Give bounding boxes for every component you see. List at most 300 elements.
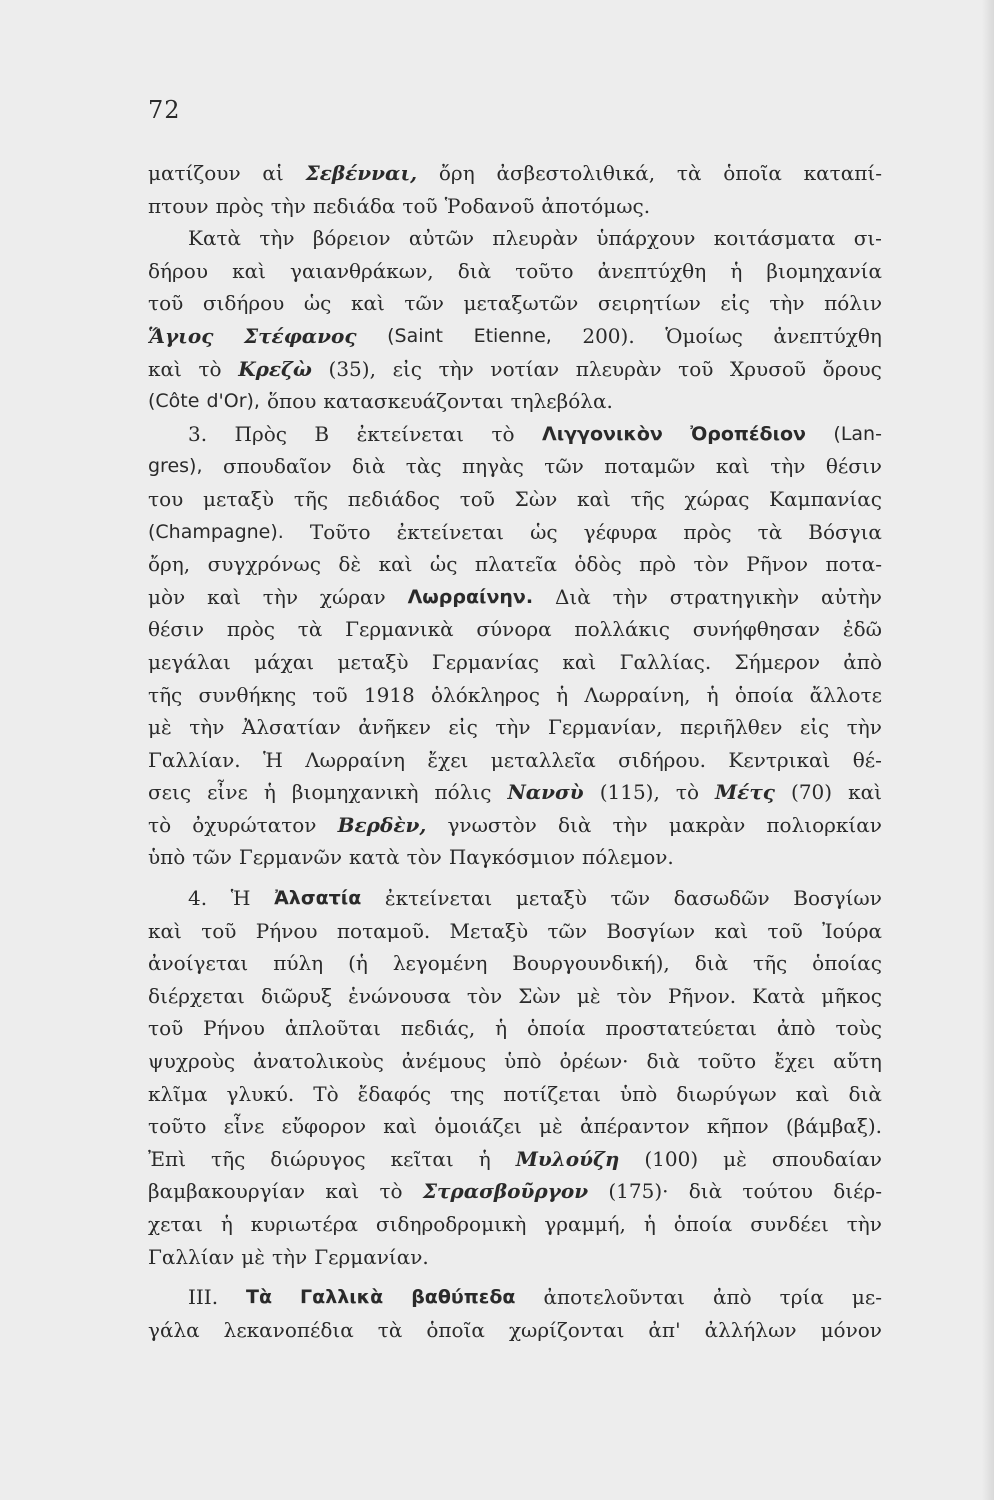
word: Τὸ — [313, 1081, 339, 1106]
word: Ὁμοίως — [665, 323, 743, 348]
word: Βόσγια — [808, 519, 882, 544]
word: ἐκτείνεται — [384, 886, 493, 911]
word: τούτου — [742, 1179, 813, 1204]
word: τοῦ — [678, 356, 714, 381]
word: (100) — [644, 1146, 699, 1171]
word: πλευρὰν — [575, 356, 662, 381]
text-line — [148, 841, 882, 874]
word: ἔχει — [427, 747, 469, 772]
word: ἑνώνουσα — [348, 983, 451, 1008]
word: Σεβένναι, — [305, 161, 418, 185]
word: Μεταξὺ — [449, 918, 529, 943]
text-line — [148, 1110, 882, 1143]
text-line — [148, 516, 882, 549]
word: καὶ — [325, 1179, 360, 1204]
word: ματίζουν — [148, 161, 241, 185]
word: σπουδαῖον — [222, 454, 332, 479]
word: Γαλλικὰ — [300, 1286, 384, 1309]
word: Πρὸς — [234, 421, 287, 446]
word: ἐκτείνεται — [356, 421, 464, 446]
word: ὡς — [530, 519, 558, 544]
word: περιῆλθεν — [680, 715, 783, 740]
word: ἀνοίγεται — [148, 951, 249, 976]
word: τῆς — [148, 682, 183, 707]
text-line — [148, 744, 882, 777]
word: πόλεμον. — [581, 845, 674, 870]
word: Ἀλσατίαν — [241, 715, 341, 740]
word: ἀνῆκεν — [358, 715, 431, 740]
word: Λωρραίνην. — [407, 585, 534, 608]
word: πεδιάδος — [347, 486, 440, 511]
word: (175)· — [608, 1179, 669, 1204]
word: θέσιν — [148, 617, 205, 642]
word: καὶ — [148, 918, 182, 943]
word: εἰς — [720, 291, 750, 316]
word: ὡς — [303, 291, 332, 316]
word: (35), — [328, 356, 376, 381]
word: (Côte — [148, 390, 200, 413]
word: μῆκος — [821, 983, 882, 1008]
word: τῆς — [753, 951, 788, 976]
word: Γερμανικὰ — [345, 617, 454, 642]
word: γάλα — [148, 1317, 200, 1342]
word: μεταξὺ — [202, 486, 275, 511]
text-line — [148, 776, 882, 809]
text-line — [148, 1078, 882, 1111]
word: αὕτη — [833, 1049, 882, 1074]
word: τὴν — [846, 1212, 882, 1236]
word: τὸν — [406, 845, 442, 870]
word: καὶ — [232, 258, 266, 283]
word: διωρύγων — [676, 1081, 777, 1106]
word: κατασκευάζονται — [323, 389, 504, 414]
word: τοῦτο — [697, 1049, 757, 1074]
word: τῆς — [211, 1146, 246, 1171]
text-line — [148, 548, 882, 581]
word: σιδήρου — [202, 291, 285, 316]
word: Β — [314, 421, 330, 446]
word: βόρειον — [312, 226, 391, 251]
word: τῶν — [544, 454, 584, 479]
word: τρία — [779, 1285, 824, 1310]
word: Ἅγιος — [148, 323, 214, 348]
word: τῆς — [630, 486, 665, 511]
text-line — [148, 1045, 882, 1078]
word: λεγομένη — [392, 951, 488, 976]
word: πρὸς — [683, 519, 732, 544]
word: χώρας — [684, 486, 750, 511]
word: μὲ — [148, 715, 172, 740]
word: ἡ — [263, 780, 276, 805]
word: Ρῆνον — [746, 552, 809, 577]
word: Παγκόσμιον — [448, 845, 575, 870]
word: (Lan- — [833, 422, 882, 445]
word: 200). — [582, 323, 635, 348]
word: Γερμανῶν — [238, 845, 342, 870]
word: νοτίαν — [490, 356, 560, 381]
word: Καμπανίας — [769, 486, 882, 511]
word: τὴν — [612, 584, 648, 609]
word: ἔχει — [774, 1049, 816, 1074]
word: δήρου — [148, 258, 208, 283]
word: καὶ — [148, 356, 182, 381]
text-line — [148, 255, 882, 288]
word: διὰ — [694, 951, 729, 976]
text-line — [148, 190, 882, 223]
word: Ὀροπέδιον — [690, 422, 806, 445]
word: συγχρόνως — [207, 552, 321, 577]
word: εὔφορον — [281, 1114, 367, 1139]
word: ὁποίας — [812, 951, 882, 976]
word: θέσιν — [825, 454, 882, 479]
word: συνδέει — [750, 1212, 829, 1236]
word: τὸν — [466, 983, 503, 1008]
word: τὰ — [757, 519, 783, 544]
text-line — [148, 1012, 882, 1045]
word: κοιτάσματα — [713, 226, 836, 251]
word: γέφυρα — [583, 519, 658, 544]
word: τοῦ — [148, 1016, 184, 1041]
word: Μυλούζη — [515, 1146, 620, 1171]
word: τὴν — [846, 715, 882, 740]
word: καὶ — [383, 1114, 418, 1139]
word: ὁποία — [734, 682, 794, 707]
text-line — [148, 483, 882, 516]
word: πηγὰς — [462, 454, 524, 479]
word: χώραν — [319, 584, 386, 609]
text-line — [148, 679, 882, 712]
word: ἀπὸ — [712, 1285, 752, 1310]
word: πλατεῖα — [474, 552, 557, 577]
word: Βουργουνδική), — [512, 951, 670, 976]
word: πεδιάδα — [312, 193, 396, 218]
word: gres), — [148, 455, 203, 478]
word: σι- — [853, 226, 882, 251]
word: σπουδαίαν — [771, 1146, 882, 1171]
word: Ἀλσατία — [274, 887, 362, 910]
word: ὁλόκληρος — [430, 682, 540, 707]
word: ὑπάρχουν — [596, 226, 696, 251]
word: τὴν — [769, 291, 805, 316]
text-line — [148, 947, 882, 980]
word: ἀποτελοῦνται — [543, 1285, 685, 1310]
word: ἡ — [643, 1212, 656, 1236]
word: d'Or), — [206, 390, 260, 413]
word: τὰ — [297, 617, 323, 642]
word: τὴν — [259, 226, 295, 251]
word: ὀχυρώτατον — [192, 812, 317, 837]
word: εἰς — [799, 715, 830, 740]
word: ὁμοιάζει — [434, 1114, 522, 1139]
word: Στρασβοῦργον — [422, 1179, 589, 1204]
word: ἀπέραντον — [579, 1114, 690, 1139]
word: καὶ — [795, 1081, 830, 1106]
word: γνωστὸν — [447, 812, 537, 837]
word: ἐδῶ — [842, 617, 882, 642]
word: Λωρραίνη, — [584, 682, 691, 707]
word: τὴν — [189, 715, 225, 740]
word: εἶνε — [207, 780, 248, 805]
word: τὸ — [198, 356, 222, 381]
word: τοῦ — [402, 193, 438, 218]
text-line — [148, 450, 882, 483]
word: Ρήνου — [255, 918, 318, 943]
word: πρὸ — [639, 552, 677, 577]
word: ὄρους — [822, 356, 882, 381]
word: Γερμανίας — [431, 649, 540, 674]
word: Κεντρικαὶ — [728, 747, 831, 772]
word: βαθύπεδα — [411, 1286, 516, 1309]
word: του — [148, 486, 184, 511]
word: της — [450, 1081, 485, 1106]
word: ἀσβεστολιθικά, — [496, 161, 656, 185]
word: μάχαι — [254, 649, 315, 674]
word: διὰ — [688, 1179, 723, 1204]
word: 3. — [188, 421, 208, 446]
word: κῆπον — [706, 1114, 769, 1139]
word: τὸ — [148, 812, 172, 837]
word: τῆς — [293, 486, 329, 511]
word: μὲ — [241, 1244, 265, 1269]
word: Τὰ — [246, 1286, 273, 1309]
word: Ἰούρα — [822, 918, 882, 943]
word: χεται — [148, 1212, 203, 1236]
word: καὶ — [577, 486, 611, 511]
word: ἡ — [706, 682, 719, 707]
word: πόλις — [434, 780, 492, 805]
word: ὅπου — [266, 389, 317, 414]
word: κυριωτέρα — [250, 1212, 358, 1236]
word: τηλεβόλα. — [510, 389, 613, 414]
word: τῶν — [192, 845, 232, 870]
word: τὰ — [676, 161, 702, 185]
word: καὶ — [350, 291, 385, 316]
word: τὴν — [612, 812, 648, 837]
word: καὶ — [562, 649, 597, 674]
word: στρατηγικὴν — [669, 584, 800, 609]
text-line — [148, 1175, 882, 1208]
word: Ρῆνον. — [667, 983, 737, 1008]
word: πλευρὰν — [492, 226, 579, 251]
word: Νανσὺ — [507, 780, 584, 805]
word: πτουν — [148, 193, 209, 218]
word: ἀπὸ — [776, 1016, 816, 1041]
word: ὁποία — [526, 1016, 586, 1041]
word: χωρίζονται — [508, 1317, 625, 1342]
word: ὁποία — [673, 1212, 733, 1236]
word: (βάμβαξ). — [785, 1114, 882, 1139]
word: βιομηχανικὴ — [291, 780, 419, 805]
word: λεκανοπέδια — [223, 1317, 354, 1342]
word: τοῦτο — [148, 1114, 207, 1139]
word: πρὸς — [226, 617, 275, 642]
word: Βοσγίων — [606, 918, 695, 943]
word: Στέφανος — [243, 323, 357, 348]
word: Κατὰ — [752, 983, 806, 1008]
word: τὴν — [770, 454, 806, 479]
word: πολλάκις — [574, 617, 671, 642]
text-line — [148, 1281, 882, 1314]
word: αἱ — [262, 161, 284, 185]
word: ψυχροὺς — [148, 1049, 236, 1074]
word: κατὰ — [349, 845, 400, 870]
word: ἡ — [556, 682, 569, 707]
word: συνθήκης — [198, 682, 297, 707]
word: διέρ- — [833, 1179, 882, 1204]
word: Γαλλίαν. — [148, 747, 241, 772]
text-line — [148, 1241, 882, 1274]
word: τὰς — [405, 454, 442, 479]
text-line — [148, 287, 882, 320]
word: ὄρη — [438, 161, 475, 185]
word: τὴν — [495, 715, 531, 740]
word: ἄλλοτε — [809, 682, 882, 707]
word: Γαλλίαν — [148, 1244, 235, 1269]
text-line — [148, 157, 882, 190]
word: κεῖται — [390, 1146, 454, 1171]
word: μόνον — [820, 1317, 882, 1342]
word: με- — [851, 1285, 882, 1310]
word: Σὼν — [514, 486, 558, 511]
text-line — [148, 1208, 882, 1241]
word: γαιανθράκων, — [290, 258, 434, 283]
word: τὴν — [270, 193, 306, 218]
text-line — [148, 711, 882, 744]
word: τοῦτο — [515, 258, 574, 283]
word: 4. — [188, 886, 208, 911]
word: ὁποῖα — [426, 1317, 485, 1342]
word: μὲ — [576, 983, 601, 1008]
word: πρὸς — [215, 193, 264, 218]
text-line — [148, 1143, 882, 1176]
text-line — [148, 320, 882, 353]
word: ἀνεπτύχθη — [597, 258, 707, 283]
word: (Saint — [387, 324, 444, 347]
word: (Champagne). — [148, 520, 284, 543]
word: σιδήρου. — [618, 747, 706, 772]
text-line — [148, 613, 882, 646]
word: καταπί- — [803, 161, 882, 185]
word: δὲ — [338, 552, 362, 577]
page-edge-shadow — [982, 0, 994, 1500]
word: ἡ — [220, 1212, 233, 1236]
word: διῶρυξ — [260, 983, 333, 1008]
word: Διὰ — [554, 584, 591, 609]
word: ἀπὸ — [843, 649, 882, 674]
word: διὰ — [646, 1049, 680, 1074]
word: πόλιν — [824, 291, 882, 316]
word: καὶ — [378, 552, 413, 577]
word: θέ- — [852, 747, 882, 772]
word: δασωδῶν — [673, 886, 770, 911]
word: Χρυσοῦ — [730, 356, 807, 381]
word: Γερμανίαν. — [314, 1244, 429, 1269]
word: Ρήνου — [203, 1016, 265, 1041]
word: πύλη — [273, 951, 324, 976]
word: ποταμοῦ. — [336, 918, 431, 943]
text-line — [148, 353, 882, 386]
word: Κρεζὼ — [238, 356, 312, 381]
word: (70) — [791, 780, 833, 805]
word: τὸ — [491, 421, 515, 446]
word: Ἐπὶ — [148, 1146, 187, 1171]
word: τοῦ — [767, 918, 803, 943]
word: τὴν — [438, 356, 474, 381]
word: ὑπὸ — [504, 1049, 542, 1074]
word: ὡς — [429, 552, 458, 577]
word: μεγάλαι — [148, 649, 231, 674]
word: Λιγγονικὸν — [541, 422, 663, 445]
word: διὰ — [351, 454, 386, 479]
word: τὴν — [271, 1244, 308, 1269]
word: μὲ — [539, 1114, 563, 1139]
word: τὰ — [377, 1317, 403, 1342]
word: εἰς — [448, 715, 478, 740]
word: τὸ — [379, 1179, 403, 1204]
text-line — [148, 882, 882, 915]
word: σεις — [148, 780, 192, 805]
word: ὄρη, — [148, 552, 191, 577]
word: ΙΙΙ. — [188, 1285, 219, 1310]
word: Βερδὲν, — [337, 812, 427, 837]
word: Βοσγίων — [793, 886, 882, 911]
word: εἰς — [392, 356, 422, 381]
word: ἁπλοῦται — [284, 1016, 381, 1041]
word: ἀνέμους — [401, 1049, 487, 1074]
text-line — [148, 809, 882, 842]
word: τοῦ — [312, 682, 348, 707]
word: ἐκτείνεται — [396, 519, 505, 544]
word: μεταξὺ — [515, 886, 587, 911]
word: τοὺς — [835, 1016, 882, 1041]
word: ὁποῖα — [723, 161, 782, 185]
text-line — [148, 581, 882, 614]
word: Τοῦτο — [309, 519, 371, 544]
word: τῶν — [547, 918, 587, 943]
word: αὐτὴν — [821, 584, 882, 609]
word: βαμβακουργίαν — [148, 1179, 306, 1204]
word: ἡ — [478, 1146, 491, 1171]
word: ποταμῶν — [604, 454, 696, 479]
word: διὰ — [848, 1081, 882, 1106]
text-line — [148, 222, 882, 255]
word: (115), — [599, 780, 660, 805]
word: (ἡ — [348, 951, 368, 976]
word: κλῖμα — [148, 1081, 208, 1106]
word: Etienne, — [473, 324, 552, 347]
word: Κατὰ — [188, 226, 242, 251]
word: αὐτῶν — [408, 226, 475, 251]
word: γλυκύ. — [226, 1081, 295, 1106]
word: διὰ — [557, 812, 592, 837]
word: σειρητίων — [597, 291, 701, 316]
word: Γαλλίας. — [619, 649, 712, 674]
word: Μέτς — [715, 780, 775, 805]
word: ὑπὸ — [619, 1081, 658, 1106]
word: ὑπὸ — [148, 845, 186, 870]
word: ἀλλήλων — [704, 1317, 797, 1342]
word: ἀνατολικοὺς — [253, 1049, 384, 1074]
word: Ῥοδανοῦ — [444, 193, 535, 218]
word: Σὼν — [518, 983, 561, 1008]
word: πεδιάς, — [400, 1016, 476, 1041]
word: προστατεύεται — [605, 1016, 757, 1041]
word: διέρχεται — [148, 983, 245, 1008]
word: μὸν — [148, 584, 186, 609]
word: ἡ — [730, 258, 743, 283]
word: πολιορκίαν — [766, 812, 882, 837]
word: τοῦ — [148, 291, 184, 316]
